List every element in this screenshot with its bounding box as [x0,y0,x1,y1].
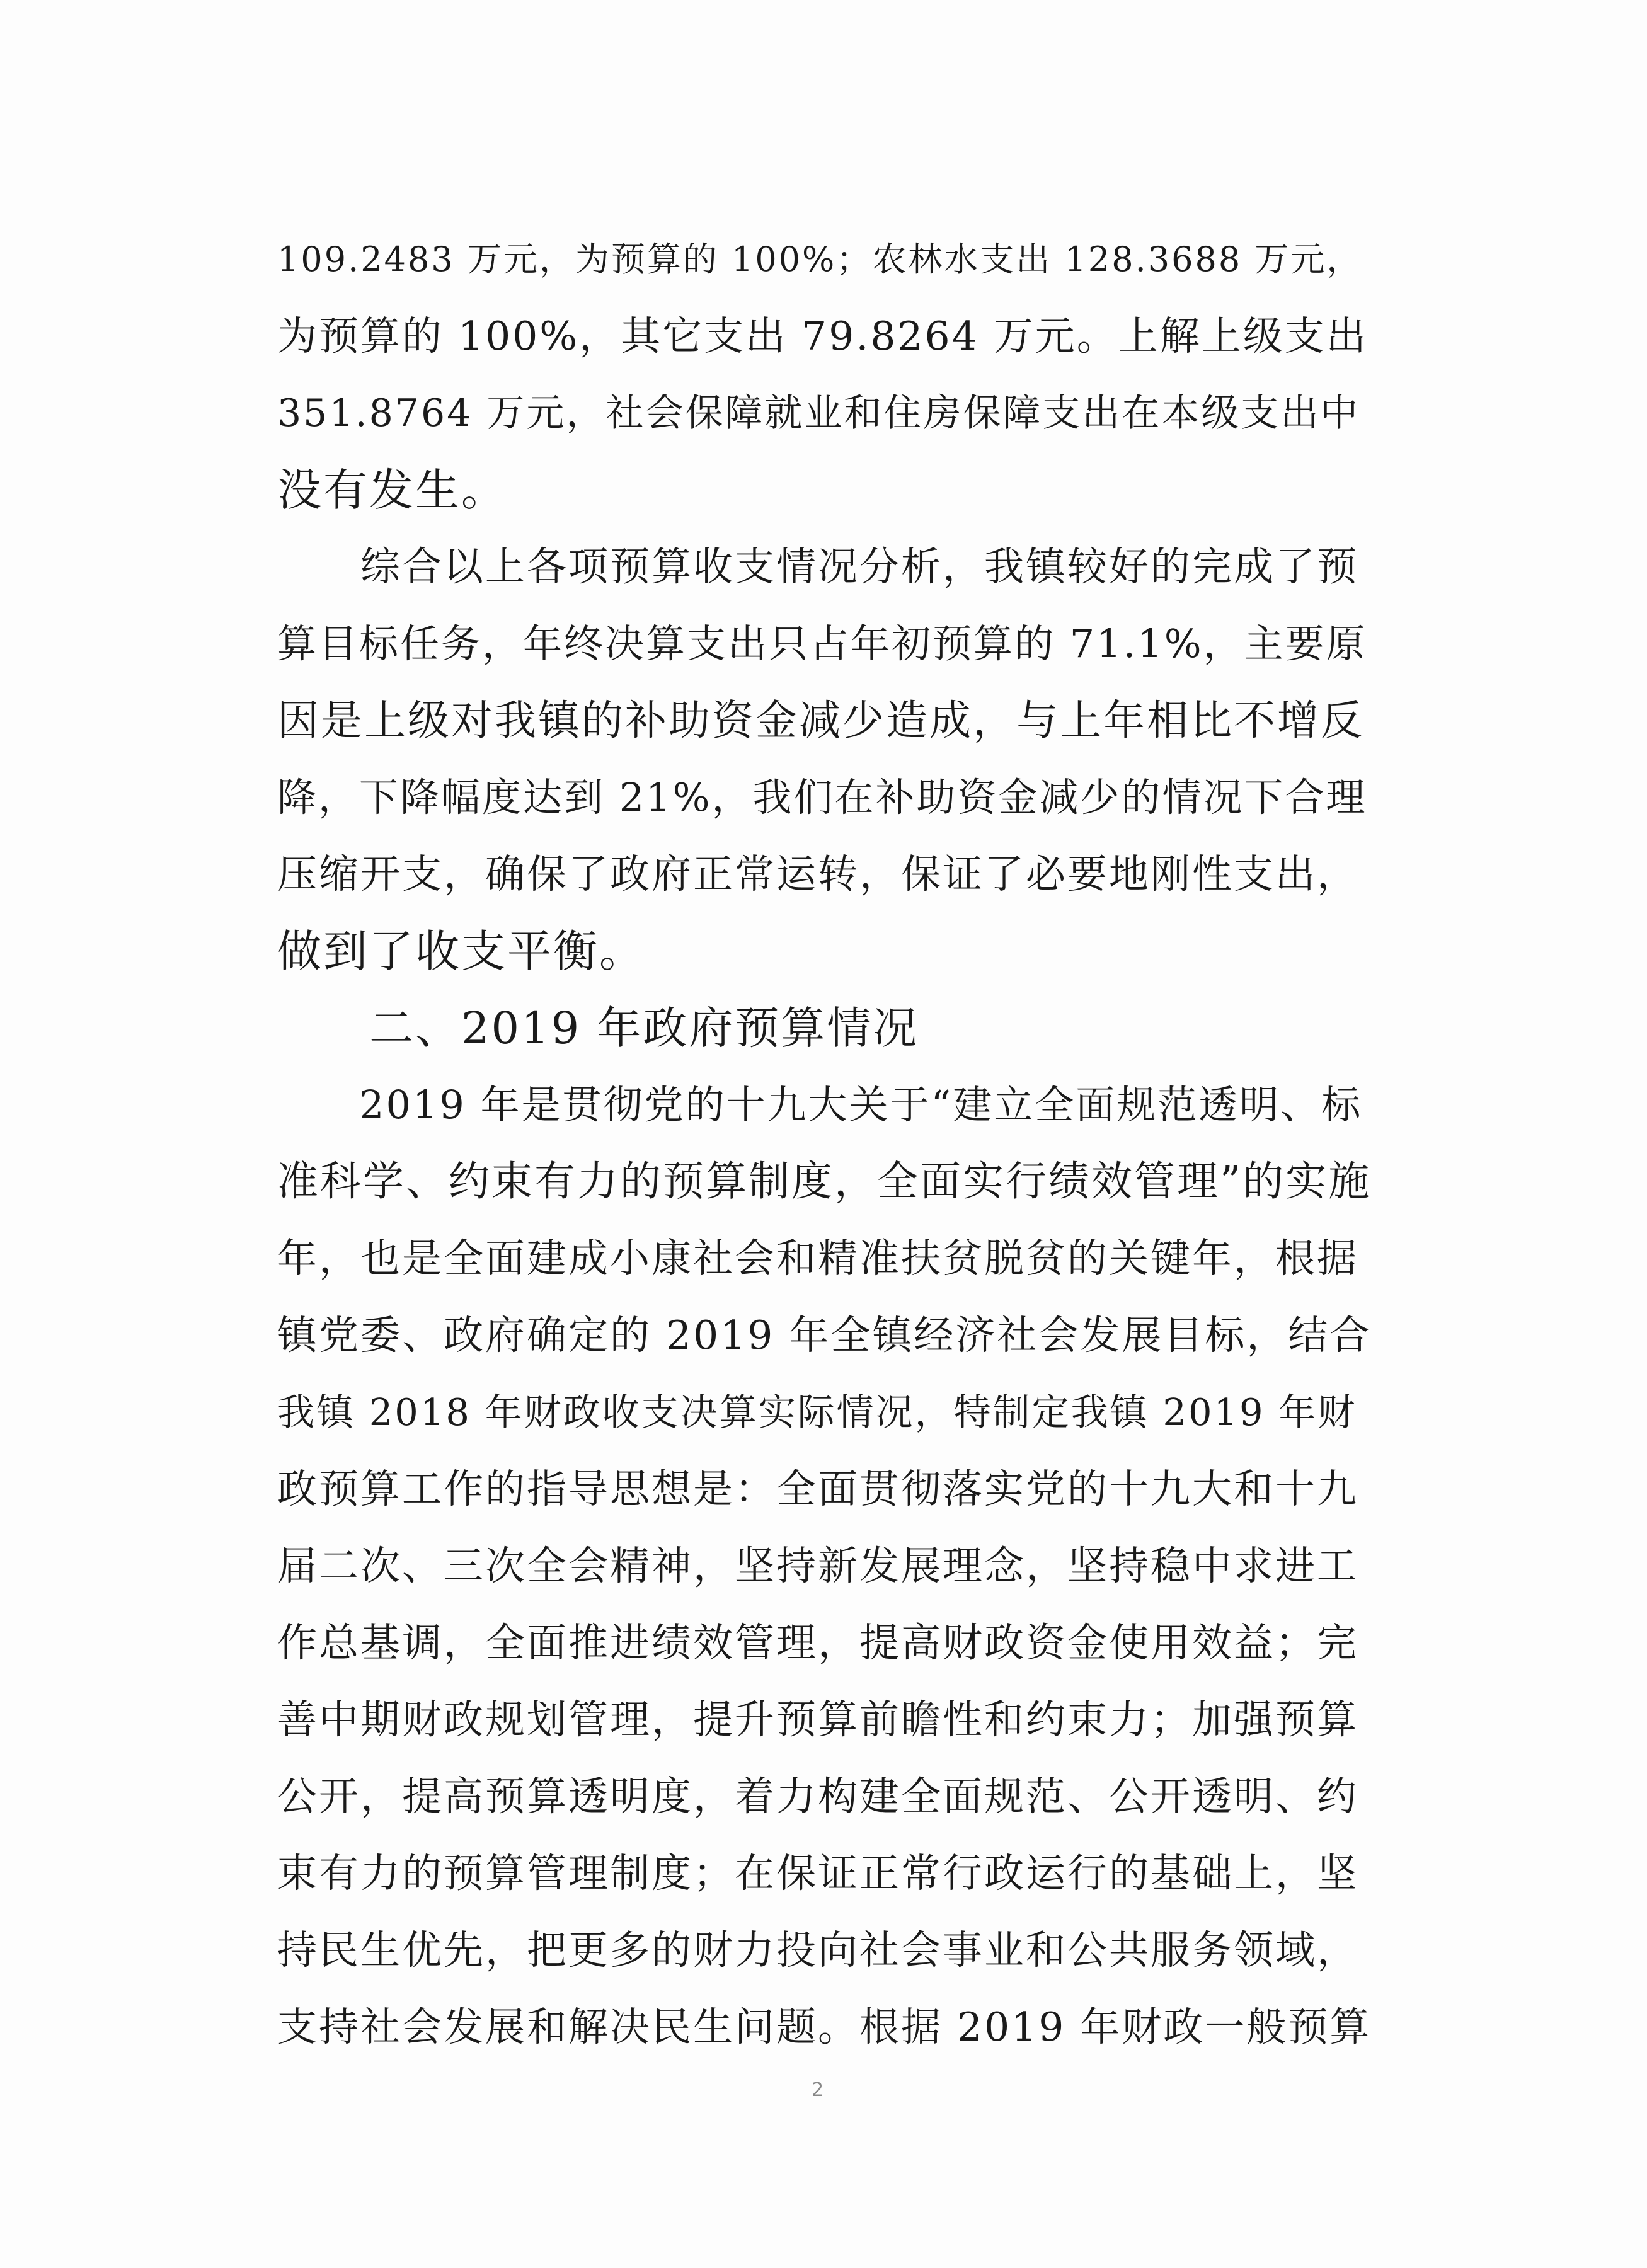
text-line: 综合以上各项预算收支情况分析，我镇较好的完成了预 [277,544,1358,590]
text-line: 109.2483 万元，为预算的 100%；农林水支出 128.3688 万元， [277,239,1363,279]
text-line: 束有力的预算管理制度；在保证正常行政运行的基础上，坚 [277,1850,1358,1896]
text-line: 公开，提高预算透明度，着力构建全面规范、公开透明、约 [277,1773,1358,1819]
text-line: 善中期财政规划管理，提升预算前瞻性和约束力；加强预算 [277,1697,1358,1743]
text-line: 2019 年是贯彻党的十九大关于“建立全面规范透明、标 [277,1082,1363,1128]
text-line: 没有发生。 [277,464,507,516]
text-line: 压缩开支，确保了政府正常运转，保证了必要地刚性支出， [277,851,1358,897]
text-line: 351.8764 万元，社会保障就业和住房保障支出在本级支出中 [277,391,1360,435]
text-line: 作总基调，全面推进绩效管理，提高财政资金使用效益；完 [277,1620,1358,1666]
text-line: 为预算的 100%，其它支出 79.8264 万元。上解上级支出 [277,313,1368,359]
text-line: 镇党委、政府确定的 2019 年全镇经济社会发展目标，结合 [277,1312,1372,1358]
text-line: 准科学、约束有力的预算制度，全面实行绩效管理”的实施 [277,1158,1372,1205]
text-line: 我镇 2018 年财政收支决算实际情况，特制定我镇 2019 年财 [277,1390,1357,1434]
text-line: 因是上级对我镇的补助资金减少造成，与上年相比不增反 [277,696,1364,745]
section-heading: 二、2019 年政府预算情况 [277,1002,919,1054]
text-line: 年，也是全面建成小康社会和精准扶贫脱贫的关键年，根据 [277,1235,1358,1281]
page-number: 2 [812,2079,824,2101]
text-line: 届二次、三次全会精神，坚持新发展理念，坚持稳中求进工 [277,1543,1358,1589]
text-line: 支持社会发展和解决民生问题。根据 2019 年财政一般预算 [277,2004,1372,2050]
text-line: 持民生优先，把更多的财力投向社会事业和公共服务领域， [277,1927,1358,1973]
text-line: 做到了收支平衡。 [277,925,645,977]
text-line: 降，下降幅度达到 21%，我们在补助资金减少的情况下合理 [277,774,1367,820]
text-line: 政预算工作的指导思想是：全面贯彻落实党的十九大和十九 [277,1466,1358,1512]
text-line: 算目标任务，年终决算支出只占年初预算的 71.1%，主要原 [277,621,1367,667]
